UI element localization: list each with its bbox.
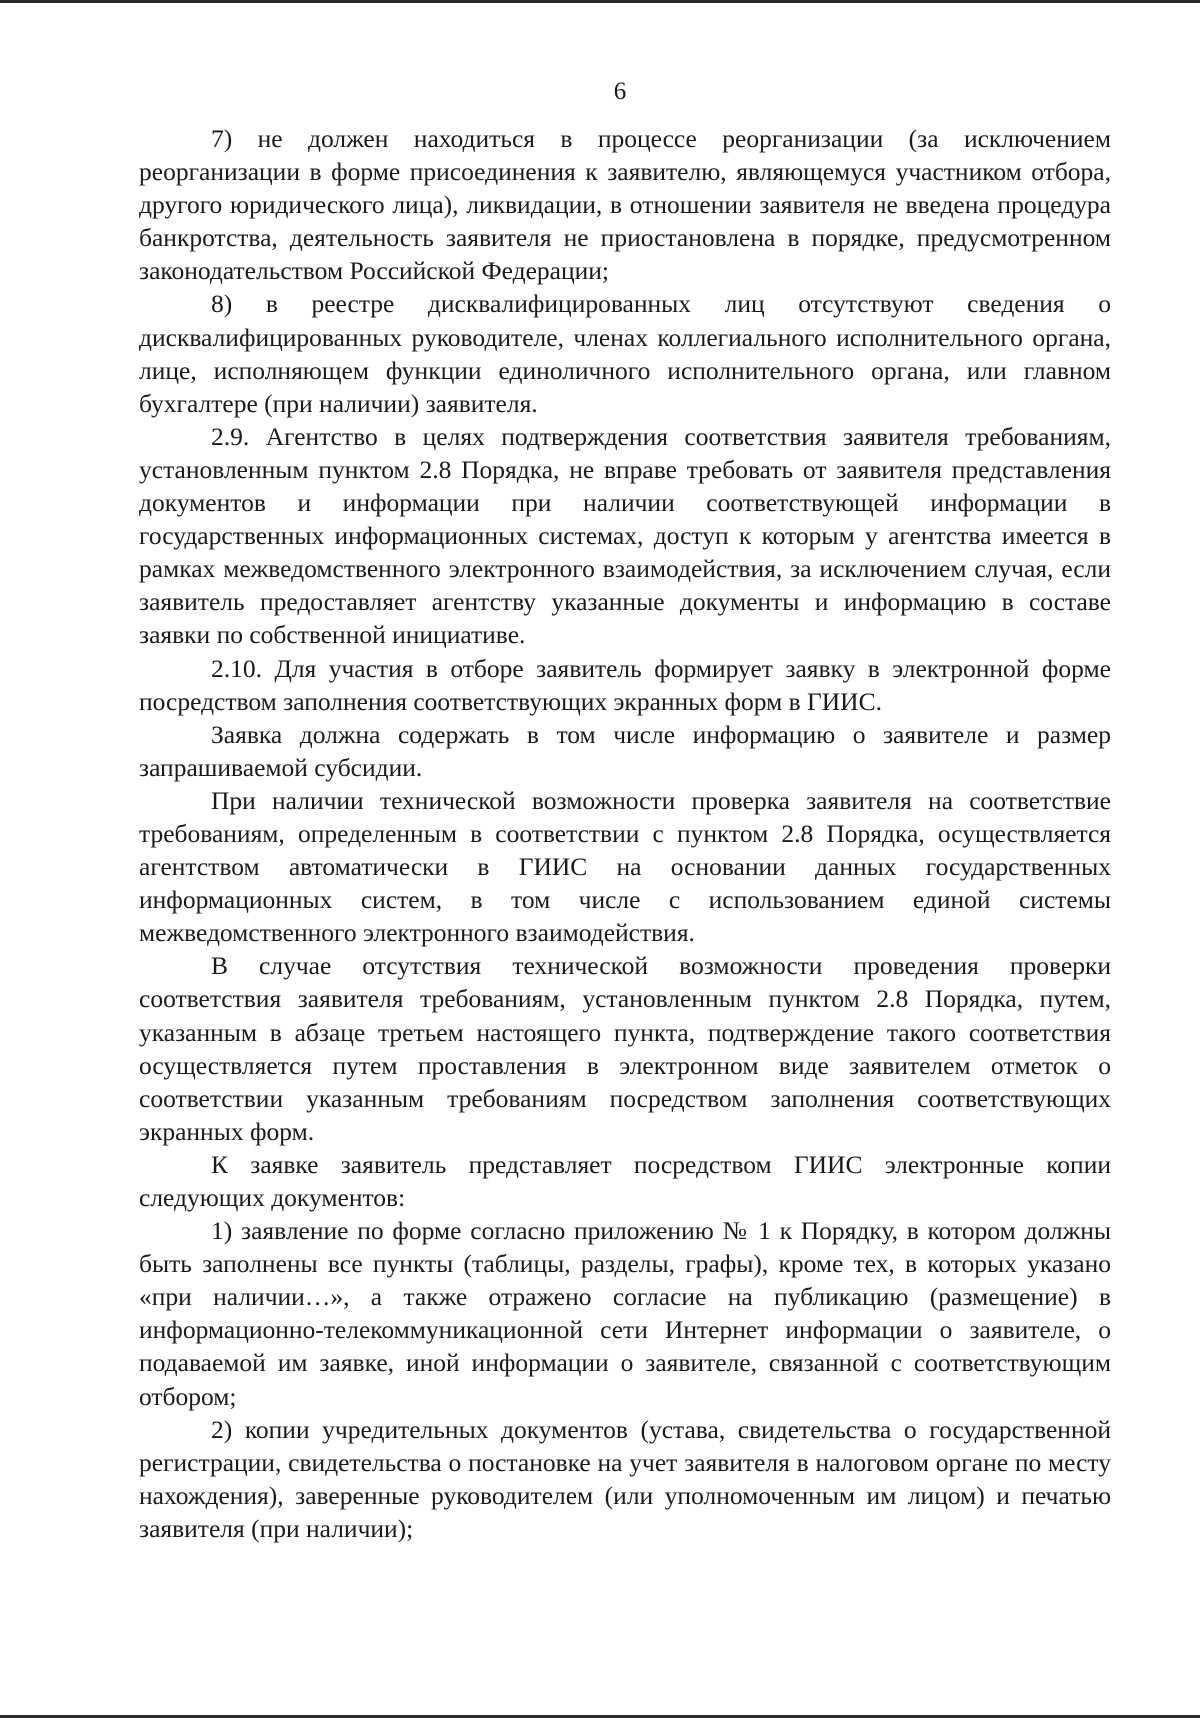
paragraph-document-1: 1) заявление по форме согласно приложению № 1 к Порядку, в котором должны быть заполнены все пункты (таблицы, разделы, графы), кроме тех, в которых указано «при наличии…», а также отражено согласие на публикацию (размещение) в информационно-телекоммуникационной сети Интернет информации о заявителе, о подаваемой им заявке, иной информации о заявителе, связанной с соответствующим отбором; [139,1216,1111,1411]
paragraph-automatic-check: При наличии технической возможности проверка заявителя на соответствие требованиям, определенным в соответствии с пунктом 2.8 Порядка, осуществляется агентством автоматически в ГИИС на основании данных государственных информационных систем, в том числе с использованием единой системы межведомственного электронного взаимодействия. [139,785,1111,948]
paragraph-clause-2-10: 2.10. Для участия в отборе заявитель формирует заявку в электронной форме посредством заполнения соответствующих экранных форм в ГИИС. [139,653,1111,716]
paragraph-document-2: 2) копии учредительных документов (устава, свидетельства о государственной регистрации, свидетельства о постановке на учет заявителя в налоговом органе по месту нахождения), заверенные руководителем (или уполномоченным им лицом) и печатью заявителя (при наличии); [139,1414,1111,1543]
scan-top-edge [0,0,1200,3]
document-body [139,122,1111,1545]
page-number: 6 [613,78,627,105]
paragraph-clause-2-9: 2.9. Агентство в целях подтверждения соответствия заявителя требованиям, установленным пунктом 2.8 Порядка, не вправе требовать от заявителя представления документов и информации при наличии соответствующей информации в государственных информационных системах, доступ к которым у агентства имеется в рамках межведомственного электронного взаимодействия, за исключением случая, если заявитель предоставляет агентству указанные документы и информацию в составе заявки по собственной инициативе. [139,421,1111,650]
paragraph-application-content: Заявка должна содержать в том числе информацию о заявителе и размер запрашиваемой субсидии. [139,719,1111,782]
paragraph-item-7: 7) не должен находиться в процессе реорганизации (за исключением реорганизации в форме присоединения к заявителю, являющемуся участником отбора, другого юридического лица), ликвидации, в отношении заявителя не введена процедура банкротства, деятельность заявителя не приостановлена в порядке, предусмотренном законодательством Российской Федерации; [139,124,1111,286]
paragraph-documents-intro: К заявке заявитель представляет посредством ГИИС электронные копии следующих документов: [139,1149,1111,1212]
scan-bottom-edge [0,1715,1200,1718]
paragraph-item-8: 8) в реестре дисквалифицированных лиц отсутствуют сведения о дисквалифицированных руководителе, членах коллегиального исполнительного органа, лице, исполняющем функции единоличного исполнительного органа, или главном бухгалтере (при наличии) заявителя. [139,289,1111,418]
paragraph-manual-check: В случае отсутствия технической возможности проведения проверки соответствия заявителя требованиям, установленным пунктом 2.8 Порядка, путем, указанным в абзаце третьем настоящего пункта, подтверждение такого соответствия осуществляется путем проставления в электронном виде заявителем отметок о соответствии указанным требованиям посредством заполнения соответствующих экранных форм. [139,951,1111,1146]
